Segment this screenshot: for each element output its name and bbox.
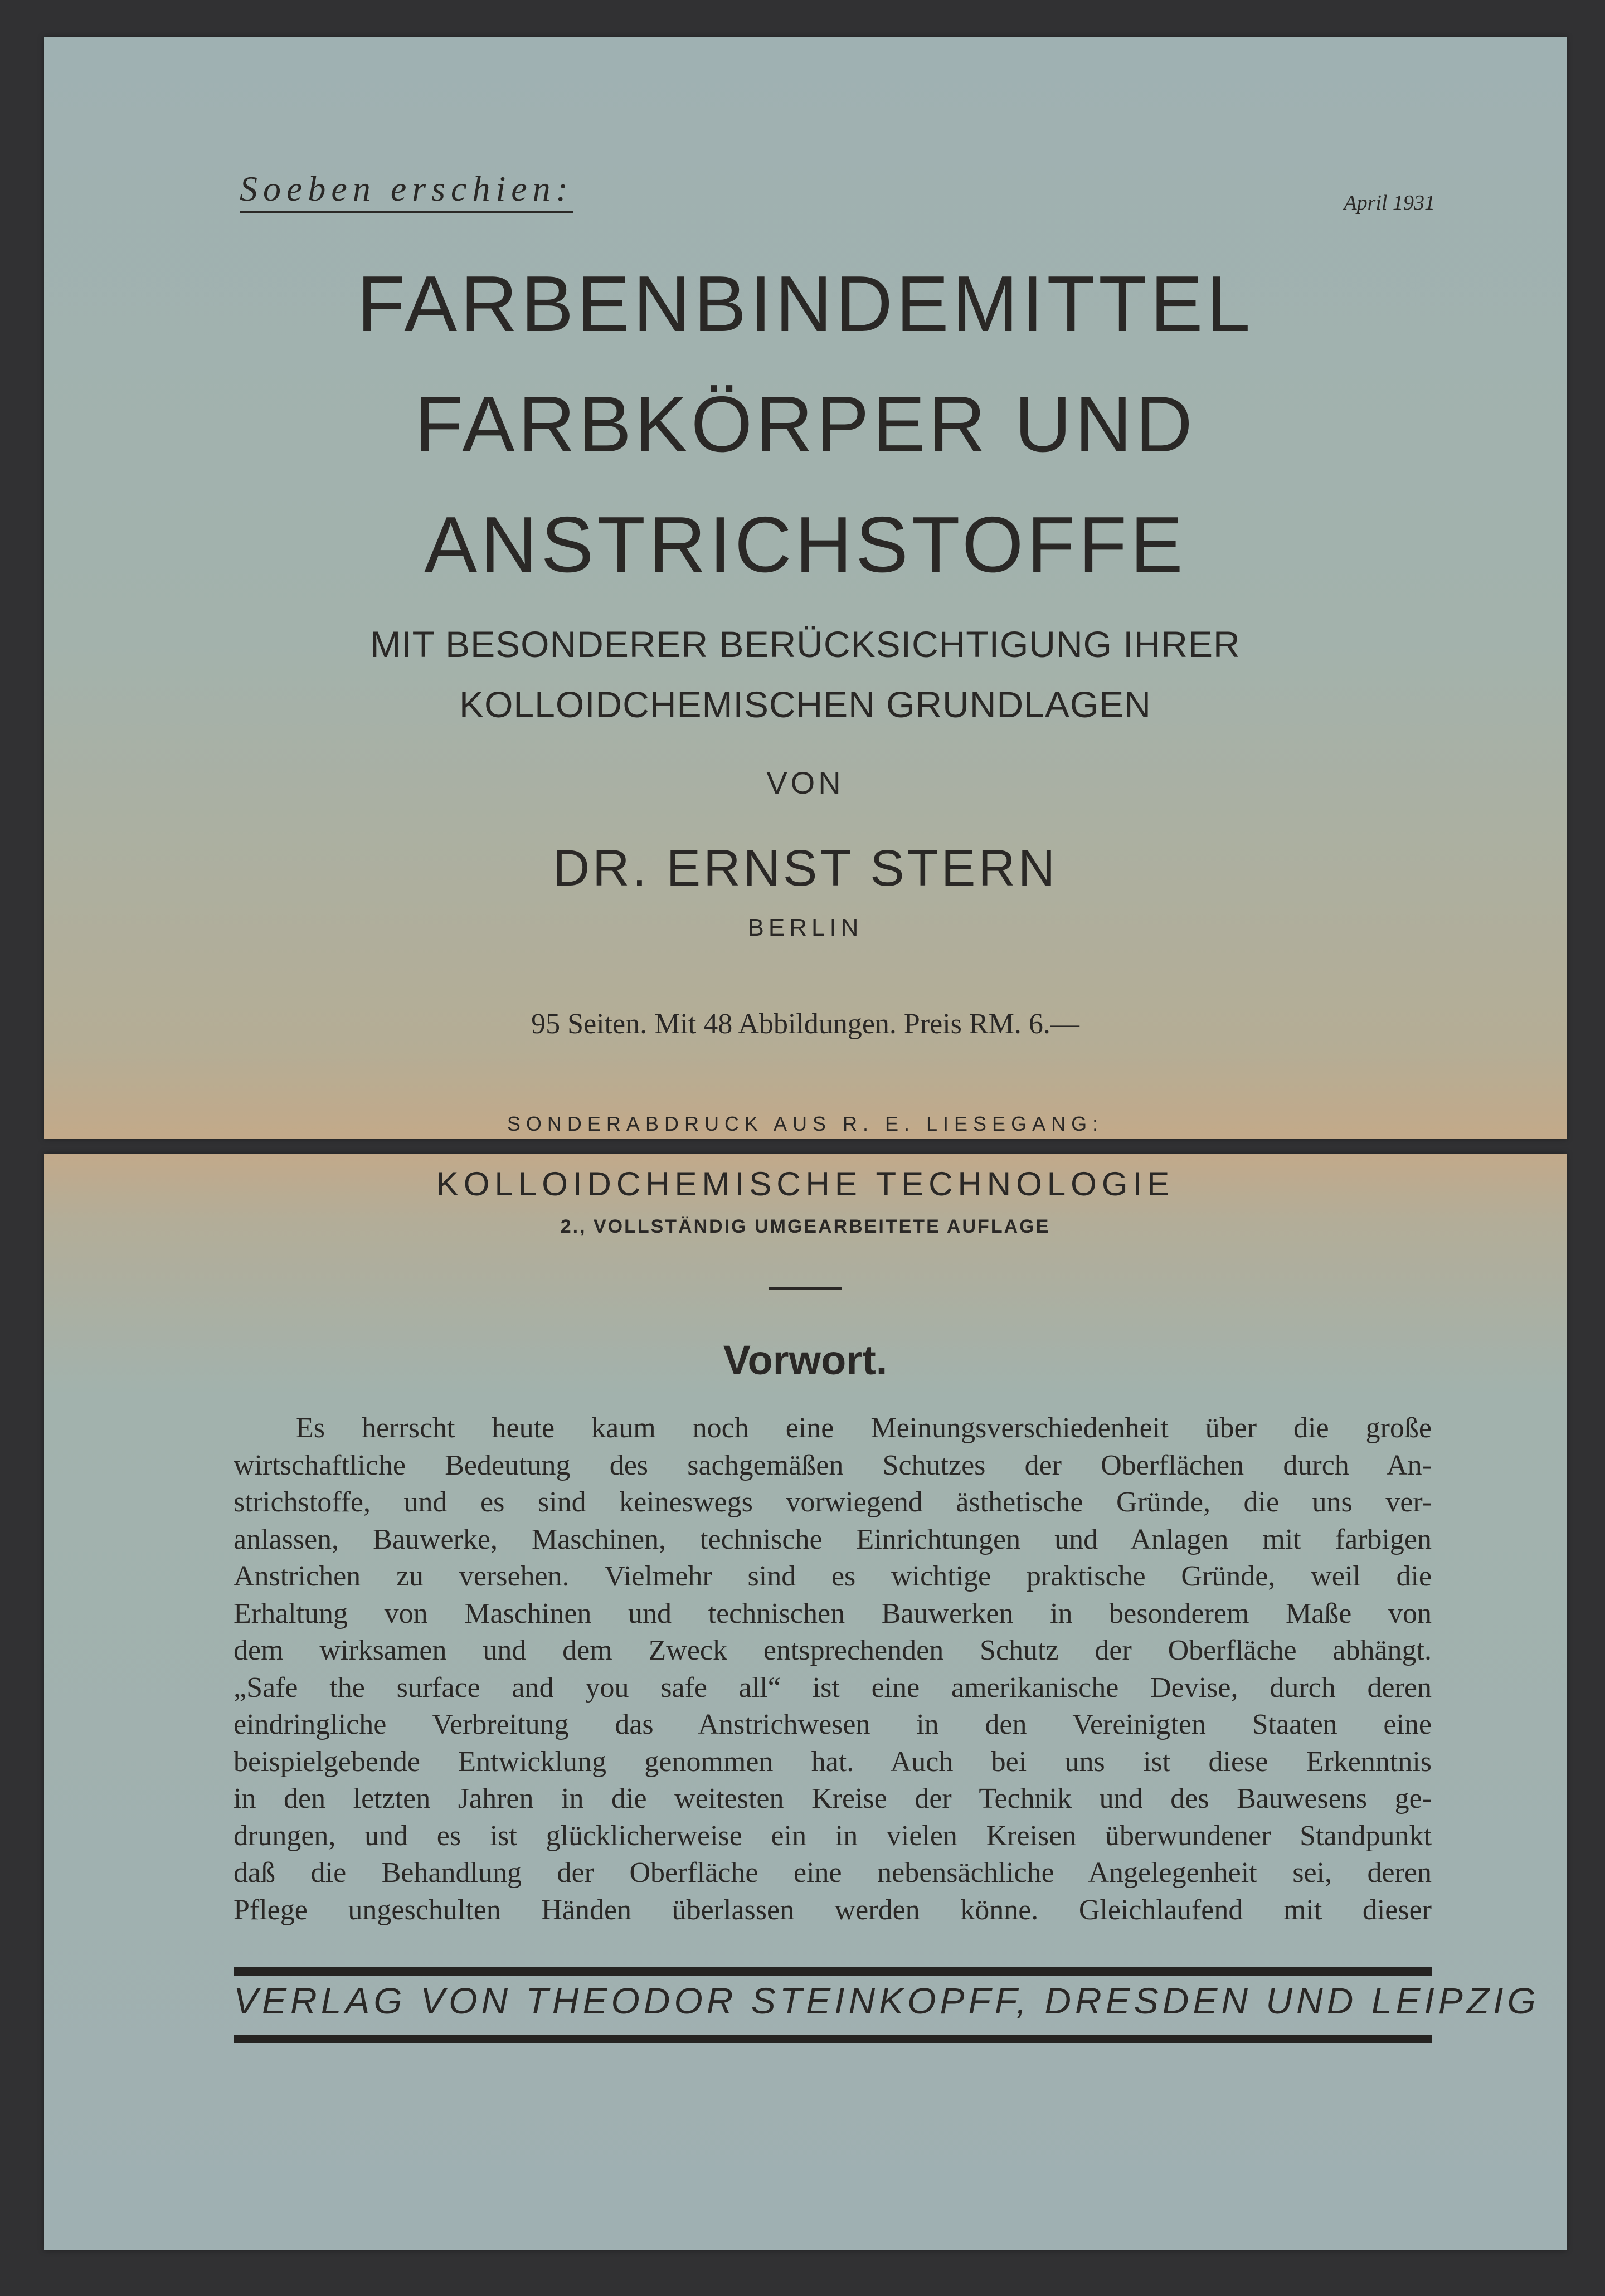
publisher-rule-bottom (234, 2035, 1432, 2043)
upper-sheet (44, 37, 1567, 1139)
preface-line: drungen, und es ist glücklicherweise ein in vielen Kreisen überwundener Standpunkt (234, 1820, 1432, 1852)
preface-line: wirtschaftliche Bedeutung des sachgemäßen Schutzes der Oberflächen durch An- (234, 1449, 1432, 1481)
preface-line: eindringliche Verbreitung das Anstrichwesen in den Vereinigten Staaten eine (234, 1709, 1432, 1740)
preface-line: Es herrscht heute kaum noch eine Meinungsverschiedenheit über die große (296, 1412, 1432, 1444)
edition-note: 2., VOLLSTÄNDIG UMGEARBEITETE AUFLAGE (560, 1216, 1050, 1237)
separator-dash (769, 1287, 842, 1290)
preface-line: dem wirksamen und dem Zweck entsprechenden Schutz der Oberfläche abhängt. (234, 1635, 1432, 1666)
preface-line: „Safe the surface and you safe all“ ist eine amerikanische Devise, durch deren (234, 1671, 1432, 1704)
publication-date: April 1931 (1344, 191, 1435, 215)
preface-paragraph (234, 1410, 1432, 1929)
preface-line: strichstoffe, und es sind keineswegs vorwiegend ästhetische Gründe, die uns ver- (234, 1486, 1432, 1518)
author-name: DR. ERNST STERN (552, 840, 1058, 897)
preface-line: daß die Behandlung der Oberfläche eine nebensächliche Angelegenheit sei, deren (234, 1857, 1432, 1889)
author-place: BERLIN (747, 914, 863, 941)
title-line-3: ANSTRICHSTOFFE (424, 500, 1186, 589)
publisher-imprint: VERLAG VON THEODOR STEINKOPFF, DRESDEN UND LEIPZIG (234, 1980, 1540, 2021)
preface-line: Pflege ungeschulten Händen überlassen werden könne. Gleichlaufend mit dieser (234, 1894, 1432, 1926)
von-label: VON (766, 765, 844, 800)
intro-label: Soeben erschien: (240, 168, 573, 213)
preface-heading: Vorwort. (723, 1337, 888, 1383)
preface-line: Erhaltung von Maschinen und technischen Bauwerken in besonderem Maße von (234, 1597, 1432, 1629)
subtitle-line-2: KOLLOIDCHEMISCHEN GRUNDLAGEN (459, 684, 1151, 725)
series-title: KOLLOIDCHEMISCHE TECHNOLOGIE (436, 1165, 1175, 1203)
title-line-2: FARBKÖRPER UND (415, 380, 1196, 469)
title-line-1: FARBENBINDEMITTEL (357, 260, 1254, 348)
reprint-note: SONDERABDRUCK AUS R. E. LIESEGANG: (507, 1112, 1104, 1135)
publisher-rule-top (234, 1967, 1432, 1976)
subtitle-line-1: MIT BESONDERER BERÜCKSICHTIGUNG IHRER (370, 624, 1241, 665)
book-details: 95 Seiten. Mit 48 Abbildungen. Preis RM. 6.— (531, 1008, 1079, 1040)
preface-line: anlassen, Bauwerke, Maschinen, technische Einrichtungen und Anlagen mit farbigen (234, 1523, 1432, 1555)
preface-line: beispielgebende Entwicklung genommen hat. Auch bei uns ist diese Erkenntnis (234, 1745, 1432, 1778)
lower-sheet (44, 1154, 1567, 2250)
preface-line: Anstrichen zu versehen. Vielmehr sind es wichtige praktische Gründe, weil die (234, 1560, 1432, 1592)
preface-line: in den letzten Jahren in die weitesten Kreise der Technik und des Bauwesens ge- (234, 1783, 1432, 1815)
